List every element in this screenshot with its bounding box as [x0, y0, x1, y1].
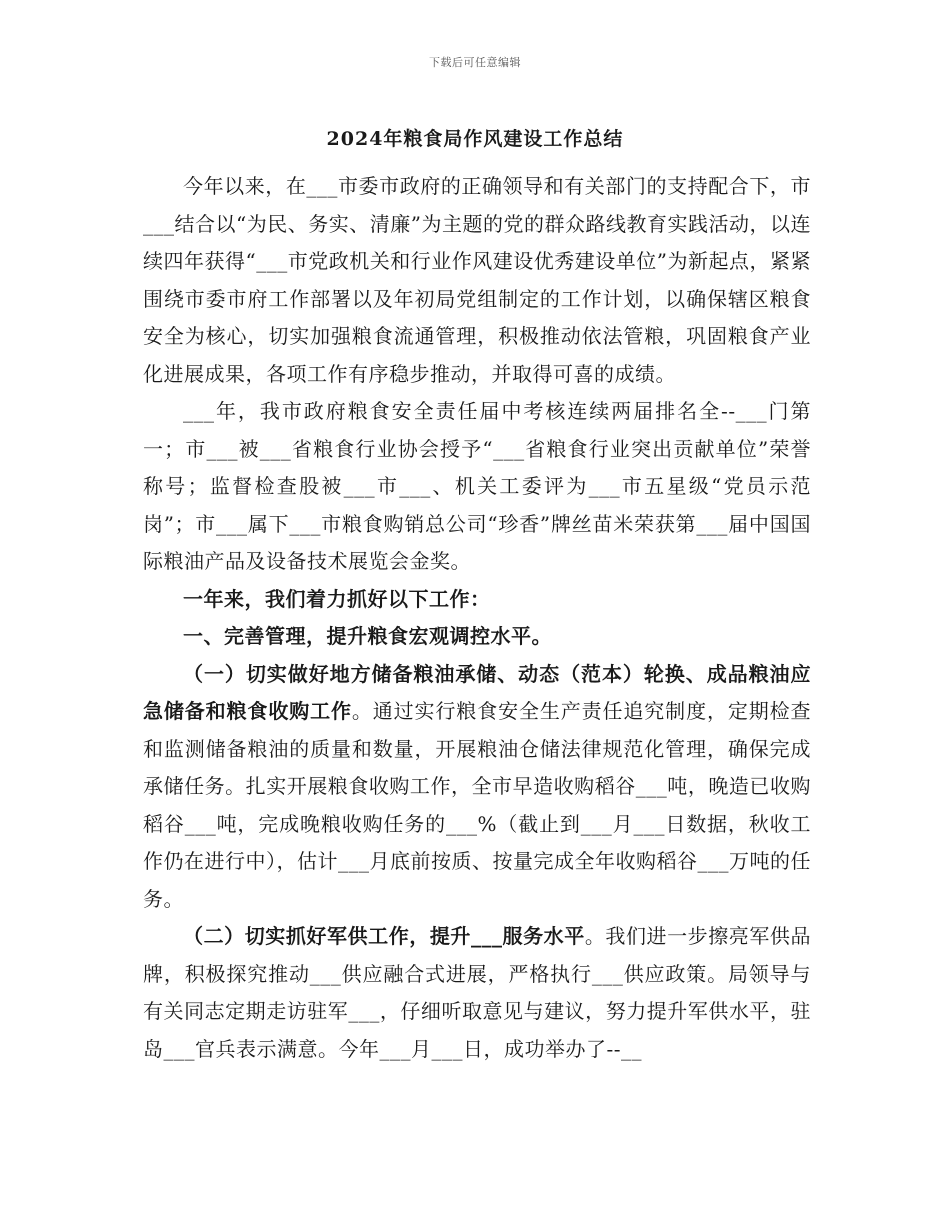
paragraph-work-intro: 一年来，我们着力抓好以下工作：: [183, 586, 491, 611]
section-heading-1: 一、完善管理，提升粮食宏观调控水平。: [183, 624, 552, 648]
subsection-1-heading: （一）切实做好地方储备粮油承储、动态（范本）轮换、成品粮油应急储备和粮食收购工作: [143, 661, 811, 723]
paragraph-achievements: ___年，我市政府粮食安全责任届中考核连续两届排名全--___门第一；市___被___省粮食行业协会授予“___省粮食行业突出贡献单位”荣誉称号；监督检查股被___市___、机关工委评为___市五星级“党员示范岗”；市___属下___市粮食购销总公司“珍香”牌丝苗米荣获第___届中国国际粮油产品及设备技术展览会金奖。: [143, 399, 811, 573]
paragraph-subsection-1: [143, 656, 811, 919]
subsection-1-text: 。通过实行粮食安全生产责任追究制度，定期检查和监测储备粮油的质量和数量，开展粮油仓储法律规范化管理，确保完成承储任务。扎实开展粮食收购工作，全市早造收购稻谷___吨，晚造已收购稻谷___吨，完成晚粮收购任务的___%（截止到___月___日数据，秋收工作仍在进行中），估计___月底前按质、按量完成全年收购稻谷___万吨的任务。: [143, 699, 812, 911]
paragraph-subsection-2: [143, 918, 811, 1068]
subsection-2-heading: （二）切实抓好军供工作，提升___服务水平: [183, 924, 585, 948]
document-body: [143, 168, 811, 1068]
header-note: 下载后可任意编辑: [429, 56, 521, 69]
subsection-2-text: 。我们进一步擦亮军供品牌，积极探究推动___供应融合式进展，严格执行___供应政策。局领导与有关同志定期走访驻军___，仔细听取意见与建议，努力提升军供水平，驻岛___官兵表示满意。今年___月___日，成功举办了--__: [143, 924, 812, 1061]
paragraph-intro: 今年以来，在___市委市政府的正确领导和有关部门的支持配合下，市___结合以“为民、务实、清廉”为主题的党的群众路线教育实践活动，以连续四年获得“___市党政机关和行业作风建设优秀建设单位”为新起点，紧紧围绕市委市府工作部署以及年初局党组制定的工作计划，以确保辖区粮食安全为核心，切实加强粮食流通管理，积极推动依法管粮，巩固粮食产业化进展成果，各项工作有序稳步推动，并取得可喜的成绩。: [143, 174, 811, 386]
document-title: 2024年粮食局作风建设工作总结: [326, 128, 624, 150]
